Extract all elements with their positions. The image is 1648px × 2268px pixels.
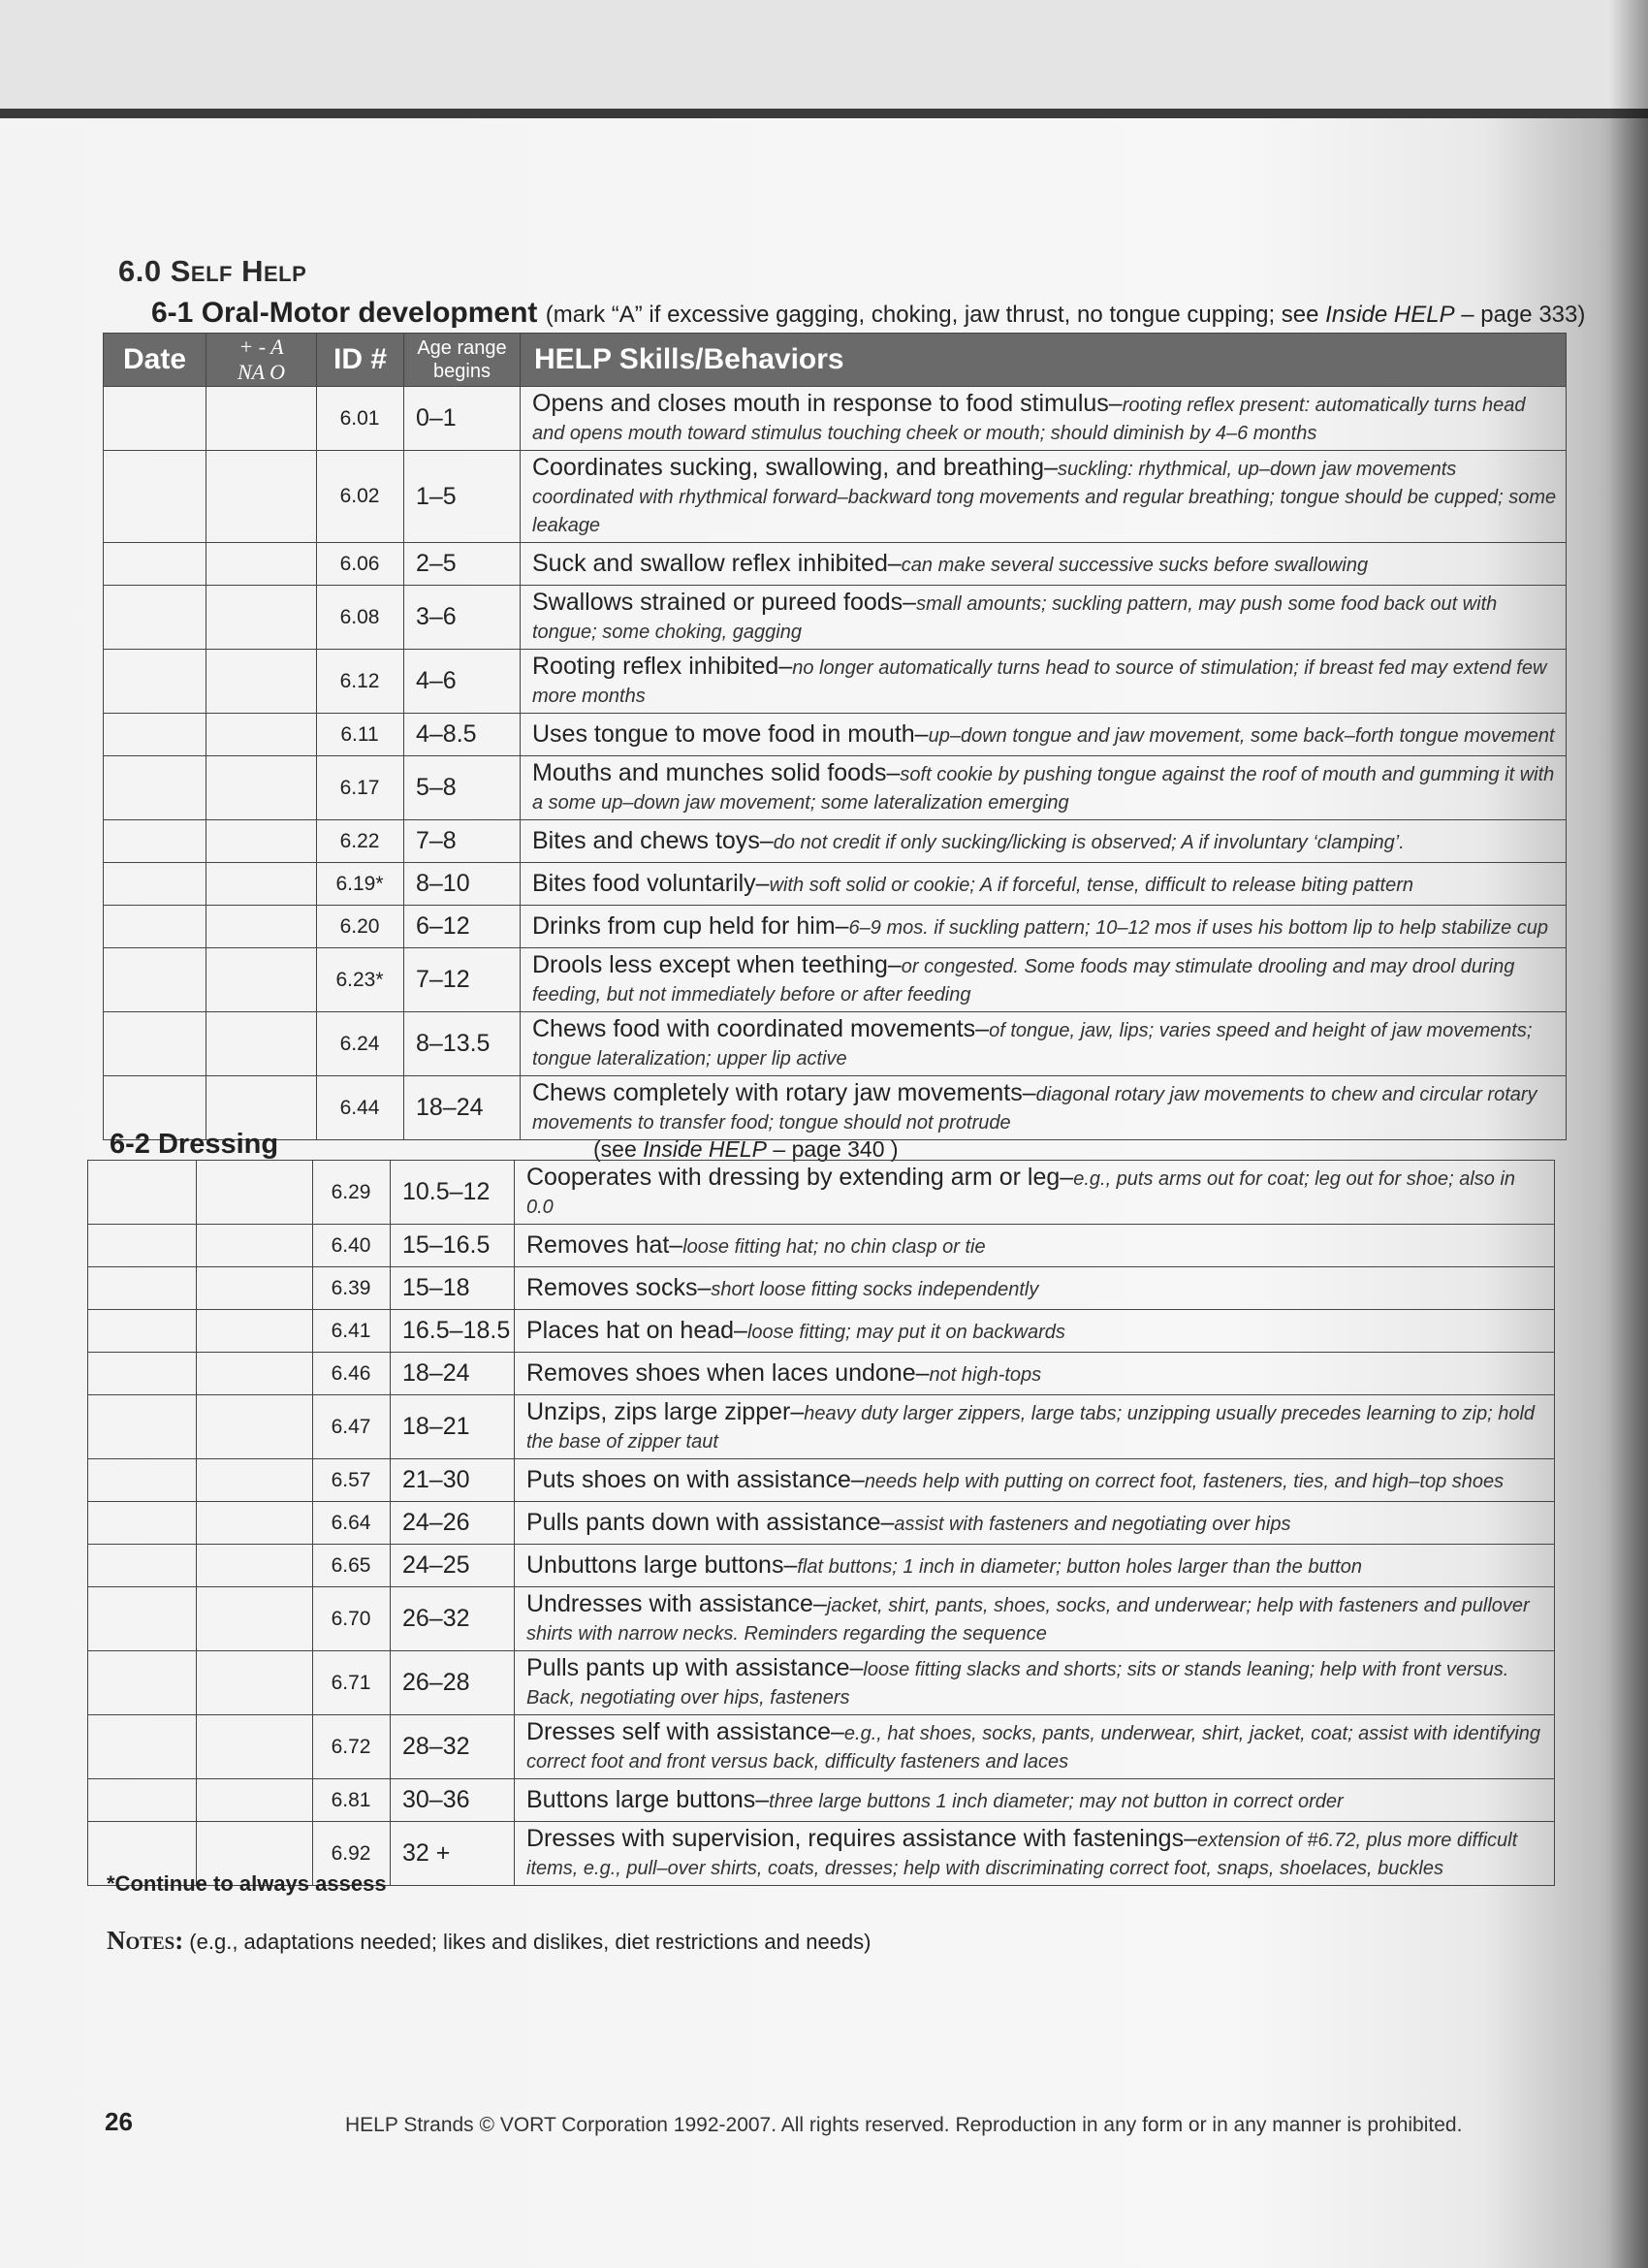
date-cell[interactable] bbox=[88, 1715, 197, 1779]
age-range: 16.5–18.5 bbox=[391, 1310, 515, 1353]
skill-detail: loose fitting slacks and shorts; sits or stands leaning; help with front versus. Back, negotiating over hips, fasteners bbox=[526, 1659, 1509, 1709]
age-range: 26–28 bbox=[391, 1651, 515, 1715]
age-range: 5–8 bbox=[404, 756, 521, 820]
age-range: 6–12 bbox=[404, 906, 521, 948]
mark-cell[interactable] bbox=[206, 1012, 317, 1076]
skill-description bbox=[515, 1651, 1555, 1715]
skill-name: Coordinates sucking, swallowing, and breathing– bbox=[532, 454, 1058, 481]
skill-description bbox=[521, 1012, 1567, 1076]
page-top-edge bbox=[0, 109, 1648, 118]
age-range: 18–24 bbox=[404, 1076, 521, 1140]
notes-label: Notes: bbox=[107, 1926, 184, 1955]
date-cell[interactable] bbox=[88, 1587, 197, 1651]
background-above-page bbox=[0, 0, 1648, 114]
skill-name: Unbuttons large buttons– bbox=[526, 1550, 798, 1579]
skill-row bbox=[88, 1587, 1555, 1651]
skill-id: 6.44 bbox=[317, 1076, 404, 1140]
mark-cell[interactable] bbox=[197, 1545, 313, 1587]
skill-row bbox=[88, 1310, 1555, 1353]
skill-row bbox=[104, 1076, 1567, 1140]
age-range: 10.5–12 bbox=[391, 1161, 515, 1225]
skill-detail: of tongue, jaw, lips; varies speed and height of jaw movements; tongue lateralization; upper lip active bbox=[532, 1020, 1533, 1070]
skill-name: Puts shoes on with assistance– bbox=[526, 1465, 865, 1493]
date-cell[interactable] bbox=[104, 1012, 206, 1076]
age-range: 15–16.5 bbox=[391, 1225, 515, 1267]
skill-id: 6.02 bbox=[317, 451, 404, 543]
skill-row bbox=[104, 387, 1567, 451]
age-range: 15–18 bbox=[391, 1267, 515, 1310]
date-cell[interactable] bbox=[88, 1353, 197, 1395]
page-number: 26 bbox=[105, 2107, 133, 2136]
mark-cell[interactable] bbox=[197, 1459, 313, 1502]
skill-row bbox=[88, 1161, 1555, 1225]
skill-row bbox=[88, 1651, 1555, 1715]
age-range: 1–5 bbox=[404, 451, 521, 543]
skill-description bbox=[521, 863, 1567, 906]
skill-row bbox=[104, 586, 1567, 650]
skill-detail: up–down tongue and jaw movement, some back–forth tongue movement bbox=[928, 724, 1555, 747]
age-range: 18–24 bbox=[391, 1353, 515, 1395]
skill-detail: e.g., hat shoes, socks, pants, underwear, shirt, jacket, coat; assist with identifying correct foot and front versus back, difficulty fasteners and laces bbox=[526, 1723, 1541, 1773]
skill-description bbox=[521, 948, 1567, 1012]
skill-id: 6.29 bbox=[313, 1161, 391, 1225]
date-cell[interactable] bbox=[88, 1651, 197, 1715]
skill-id: 6.81 bbox=[313, 1779, 391, 1822]
age-range: 8–10 bbox=[404, 863, 521, 906]
skill-id: 6.12 bbox=[317, 650, 404, 714]
skill-row bbox=[88, 1225, 1555, 1267]
mark-cell[interactable] bbox=[197, 1651, 313, 1715]
date-cell[interactable] bbox=[104, 756, 206, 820]
mark-cell[interactable] bbox=[197, 1267, 313, 1310]
age-range: 8–13.5 bbox=[404, 1012, 521, 1076]
oral-motor-table-body bbox=[104, 387, 1567, 1140]
age-range: 26–32 bbox=[391, 1587, 515, 1651]
dressing-ref-name: Inside HELP bbox=[643, 1136, 767, 1162]
skill-description bbox=[521, 756, 1567, 820]
mark-cell[interactable] bbox=[197, 1715, 313, 1779]
skill-name: Chews food with coordinated movements– bbox=[532, 1015, 990, 1042]
skill-id: 6.71 bbox=[313, 1651, 391, 1715]
dressing-table bbox=[87, 1160, 1555, 1886]
mark-cell[interactable] bbox=[197, 1225, 313, 1267]
date-cell[interactable] bbox=[88, 1459, 197, 1502]
date-cell[interactable] bbox=[88, 1225, 197, 1267]
skill-description bbox=[515, 1395, 1555, 1459]
marks-line1: + - A bbox=[238, 335, 284, 359]
age-range: 2–5 bbox=[404, 543, 521, 586]
mark-cell[interactable] bbox=[206, 948, 317, 1012]
skill-row bbox=[88, 1715, 1555, 1779]
dressing-reference bbox=[593, 1136, 899, 1163]
skill-detail: can make several successive sucks before swallowing bbox=[901, 554, 1369, 576]
section-number: 6.0 bbox=[118, 254, 162, 288]
skill-description bbox=[521, 451, 1567, 543]
age-range: 0–1 bbox=[404, 387, 521, 451]
skill-id: 6.01 bbox=[317, 387, 404, 451]
skill-id: 6.11 bbox=[317, 714, 404, 756]
date-cell[interactable] bbox=[88, 1779, 197, 1822]
date-cell[interactable] bbox=[88, 1310, 197, 1353]
mark-cell[interactable] bbox=[206, 650, 317, 714]
mark-cell[interactable] bbox=[206, 863, 317, 906]
skill-description bbox=[521, 820, 1567, 863]
skill-detail: suckling: rhythmical, up–down jaw movements coordinated with rhythmical forward–backward tong movements and regular breathing; tongue should be cupped; some leakage bbox=[532, 459, 1557, 536]
skill-detail: diagonal rotary jaw movements to chew and circular rotary movements to transfer food; tongue should not protrude bbox=[532, 1084, 1537, 1134]
date-cell[interactable] bbox=[104, 906, 206, 948]
skill-id: 6.47 bbox=[313, 1395, 391, 1459]
skill-detail: loose fitting hat; no chin clasp or tie bbox=[682, 1235, 986, 1258]
skill-detail: short loose fitting socks independently bbox=[711, 1278, 1039, 1300]
age-range: 30–36 bbox=[391, 1779, 515, 1822]
age-range: 24–26 bbox=[391, 1502, 515, 1545]
age-range: 21–30 bbox=[391, 1459, 515, 1502]
skill-detail: not high-tops bbox=[929, 1363, 1042, 1386]
skill-id: 6.40 bbox=[313, 1225, 391, 1267]
skill-description bbox=[515, 1779, 1555, 1822]
skill-id: 6.20 bbox=[317, 906, 404, 948]
skill-id: 6.72 bbox=[313, 1715, 391, 1779]
oral-motor-note-text: (mark “A” if excessive gagging, choking, jaw thrust, no tongue cupping; see bbox=[545, 302, 1326, 328]
age-range: 7–8 bbox=[404, 820, 521, 863]
marks-line2: NA O bbox=[237, 360, 286, 384]
dressing-ref-text: (see bbox=[593, 1136, 644, 1162]
date-cell[interactable] bbox=[88, 1395, 197, 1459]
skill-description bbox=[515, 1715, 1555, 1779]
skill-name: Mouths and munches solid foods– bbox=[532, 759, 901, 786]
skill-row bbox=[104, 714, 1567, 756]
oral-motor-note bbox=[546, 302, 1586, 328]
date-cell[interactable] bbox=[104, 714, 206, 756]
skill-description bbox=[515, 1502, 1555, 1545]
skill-name: Pulls pants down with assistance– bbox=[526, 1508, 895, 1536]
mark-cell[interactable] bbox=[197, 1779, 313, 1822]
skill-row bbox=[88, 1353, 1555, 1395]
age-range: 7–12 bbox=[404, 948, 521, 1012]
skill-name: Removes shoes when laces undone– bbox=[526, 1358, 930, 1387]
skill-row bbox=[104, 756, 1567, 820]
skill-row bbox=[104, 1012, 1567, 1076]
skill-detail: 6–9 mos. if suckling pattern; 10–12 mos if uses his bottom lip to help stabilize cup bbox=[848, 916, 1549, 939]
mark-cell[interactable] bbox=[206, 820, 317, 863]
oral-motor-heading bbox=[151, 297, 1585, 330]
skill-name: Dresses self with assistance– bbox=[526, 1718, 844, 1745]
skill-id: 6.22 bbox=[317, 820, 404, 863]
oral-motor-note-ref: Inside HELP bbox=[1325, 302, 1455, 328]
skill-id: 6.64 bbox=[313, 1502, 391, 1545]
col-header-age bbox=[404, 334, 521, 387]
skill-name: Undresses with assistance– bbox=[526, 1590, 827, 1617]
skill-detail: loose fitting; may put it on backwards bbox=[746, 1321, 1065, 1343]
skill-name: Pulls pants up with assistance– bbox=[526, 1654, 864, 1681]
skill-detail: assist with fasteners and negotiating over hips bbox=[894, 1513, 1291, 1535]
skill-id: 6.46 bbox=[313, 1353, 391, 1395]
oral-motor-note-page: – page 333) bbox=[1454, 302, 1586, 328]
skill-description bbox=[515, 1225, 1555, 1267]
date-cell[interactable] bbox=[104, 863, 206, 906]
footnote: *Continue to always assess bbox=[107, 1871, 387, 1896]
mark-cell[interactable] bbox=[206, 586, 317, 650]
skill-name: Chews completely with rotary jaw movements– bbox=[532, 1079, 1036, 1106]
skill-id: 6.17 bbox=[317, 756, 404, 820]
skill-row bbox=[88, 1545, 1555, 1587]
skill-detail: do not credit if only sucking/licking is observed; A if involuntary ‘clamping’. bbox=[773, 831, 1405, 853]
notes-line bbox=[107, 1926, 872, 1956]
skill-id: 6.65 bbox=[313, 1545, 391, 1587]
date-cell[interactable] bbox=[88, 1161, 197, 1225]
date-cell[interactable] bbox=[104, 451, 206, 543]
dressing-table-body bbox=[88, 1161, 1555, 1886]
mark-cell[interactable] bbox=[197, 1353, 313, 1395]
skill-row bbox=[88, 1502, 1555, 1545]
skill-id: 6.70 bbox=[313, 1587, 391, 1651]
skill-row bbox=[104, 906, 1567, 948]
age-range: 24–25 bbox=[391, 1545, 515, 1587]
skill-id: 6.41 bbox=[313, 1310, 391, 1353]
skill-description bbox=[515, 1587, 1555, 1651]
skill-description bbox=[521, 387, 1567, 451]
skill-detail: rooting reflex present: automatically turns head and opens mouth toward stimulus touching cheek or mouth; should diminish by 4–6 months bbox=[532, 395, 1526, 444]
skill-row bbox=[104, 650, 1567, 714]
skill-name: Removes hat– bbox=[526, 1230, 683, 1259]
oral-motor-title: 6-1 Oral-Motor development bbox=[151, 297, 538, 329]
mark-cell[interactable] bbox=[206, 451, 317, 543]
skill-row bbox=[88, 1267, 1555, 1310]
date-cell[interactable] bbox=[104, 650, 206, 714]
age-range: 4–8.5 bbox=[404, 714, 521, 756]
skill-id: 6.57 bbox=[313, 1459, 391, 1502]
date-cell[interactable] bbox=[88, 1502, 197, 1545]
mark-cell[interactable] bbox=[197, 1587, 313, 1651]
skill-id: 6.06 bbox=[317, 543, 404, 586]
mark-cell[interactable] bbox=[197, 1310, 313, 1353]
date-cell[interactable] bbox=[88, 1545, 197, 1587]
skill-name: Places hat on head– bbox=[526, 1316, 747, 1344]
skill-detail: or congested. Some foods may stimulate drooling and may drool during feeding, but not immediately before or after feeding bbox=[532, 956, 1515, 1006]
skill-row bbox=[88, 1395, 1555, 1459]
mark-cell[interactable] bbox=[206, 714, 317, 756]
skill-description bbox=[521, 586, 1567, 650]
skill-detail: needs help with putting on correct foot, fasteners, ties, and high–top shoes bbox=[864, 1470, 1505, 1492]
skill-row bbox=[88, 1459, 1555, 1502]
skill-description bbox=[515, 1822, 1555, 1886]
col-header-skills: HELP Skills/Behaviors bbox=[521, 334, 1567, 387]
section-name: Self Help bbox=[170, 254, 307, 288]
skill-detail: soft cookie by pushing tongue against the roof of mouth and gumming it with a some up–down jaw movement; some lateralization emerging bbox=[532, 764, 1555, 814]
skill-description bbox=[521, 650, 1567, 714]
col-header-date: Date bbox=[104, 334, 206, 387]
mark-cell[interactable] bbox=[206, 543, 317, 586]
date-cell[interactable] bbox=[104, 586, 206, 650]
skill-row bbox=[104, 948, 1567, 1012]
section-title bbox=[118, 254, 306, 289]
skill-id: 6.24 bbox=[317, 1012, 404, 1076]
skill-detail: heavy duty larger zippers, large tabs; unzipping usually precedes learning to zip; hold the base of zipper taut bbox=[526, 1403, 1536, 1453]
mark-cell[interactable] bbox=[206, 387, 317, 451]
oral-motor-table bbox=[103, 333, 1567, 1140]
age-range: 3–6 bbox=[404, 586, 521, 650]
skill-detail: extension of #6.72, plus more difficult items, e.g., pull–over shirts, coats, dresses; help with discriminating correct foot, snaps, shoelaces, buckles bbox=[526, 1830, 1518, 1879]
skill-row bbox=[104, 863, 1567, 906]
date-cell[interactable] bbox=[104, 820, 206, 863]
skill-description bbox=[521, 714, 1567, 756]
skill-description bbox=[521, 906, 1567, 948]
skill-name: Suck and swallow reflex inhibited– bbox=[532, 549, 902, 577]
skill-detail: small amounts; suckling pattern, may push some food back out with tongue; some choking, gagging bbox=[532, 593, 1498, 643]
skill-description bbox=[515, 1459, 1555, 1502]
skill-id: 6.08 bbox=[317, 586, 404, 650]
skill-row bbox=[104, 820, 1567, 863]
skill-description bbox=[521, 543, 1567, 586]
skill-description bbox=[515, 1161, 1555, 1225]
skill-name: Removes socks– bbox=[526, 1273, 712, 1301]
mark-cell[interactable] bbox=[206, 756, 317, 820]
skill-name: Cooperates with dressing by extending arm or leg– bbox=[526, 1164, 1074, 1191]
skill-id: 6.23* bbox=[317, 948, 404, 1012]
skill-detail: e.g., puts arms out for coat; leg out for shoe; also in 0.0 bbox=[526, 1168, 1516, 1218]
col-header-id: ID # bbox=[317, 334, 404, 387]
skill-name: Dresses with supervision, requires assistance with fastenings– bbox=[526, 1825, 1197, 1852]
skill-name: Uses tongue to move food in mouth– bbox=[532, 719, 929, 748]
skill-description bbox=[515, 1353, 1555, 1395]
skill-id: 6.92 bbox=[313, 1822, 391, 1886]
skill-name: Bites and chews toys– bbox=[532, 826, 774, 854]
skill-description bbox=[515, 1310, 1555, 1353]
skill-name: Opens and closes mouth in response to food stimulus– bbox=[532, 390, 1123, 417]
skill-description bbox=[515, 1545, 1555, 1587]
notes-text: (e.g., adaptations needed; likes and dislikes, diet restrictions and needs) bbox=[183, 1930, 872, 1954]
skill-description bbox=[515, 1267, 1555, 1310]
dressing-ref-page: – page 340 ) bbox=[767, 1136, 899, 1162]
skill-id: 6.19* bbox=[317, 863, 404, 906]
skill-name: Unzips, zips large zipper– bbox=[526, 1398, 805, 1425]
age-range: 18–21 bbox=[391, 1395, 515, 1459]
mark-cell[interactable] bbox=[197, 1502, 313, 1545]
col-header-marks bbox=[206, 334, 317, 387]
skill-name: Rooting reflex inhibited– bbox=[532, 653, 793, 680]
skill-name: Swallows strained or pureed foods– bbox=[532, 589, 917, 616]
age-range: 28–32 bbox=[391, 1715, 515, 1779]
date-cell[interactable] bbox=[104, 387, 206, 451]
skill-detail: jacket, shirt, pants, shoes, socks, and underwear; help with fasteners and pullover shirts with narrow necks. Reminders regarding the sequence bbox=[526, 1595, 1530, 1645]
date-cell[interactable] bbox=[88, 1267, 197, 1310]
skill-row bbox=[104, 543, 1567, 586]
dressing-heading: 6-2 Dressing bbox=[110, 1129, 279, 1160]
mark-cell[interactable] bbox=[197, 1161, 313, 1225]
skill-row bbox=[88, 1779, 1555, 1822]
skill-name: Bites food voluntarily– bbox=[532, 869, 770, 897]
date-cell[interactable] bbox=[104, 948, 206, 1012]
age-line2: begins bbox=[433, 361, 491, 382]
age-range: 32 + bbox=[391, 1822, 515, 1886]
date-cell[interactable] bbox=[104, 543, 206, 586]
skill-description bbox=[521, 1076, 1567, 1140]
skill-name: Buttons large buttons– bbox=[526, 1785, 770, 1813]
oral-motor-header-row bbox=[104, 334, 1567, 387]
skill-detail: no longer automatically turns head to source of stimulation; if breast fed may extend few more months bbox=[532, 657, 1547, 707]
binding-shadow bbox=[1609, 0, 1648, 2268]
mark-cell[interactable] bbox=[206, 906, 317, 948]
skill-row bbox=[104, 451, 1567, 543]
copyright: HELP Strands © VORT Corporation 1992-2007. All rights reserved. Reproduction in any form or in any manner is prohibited. bbox=[345, 2114, 1463, 2136]
skill-detail: flat buttons; 1 inch in diameter; button holes larger than the button bbox=[797, 1555, 1362, 1578]
skill-detail: with soft solid or cookie; A if forceful, tense, difficult to release biting pattern bbox=[769, 874, 1413, 896]
skill-name: Drools less except when teething– bbox=[532, 951, 902, 978]
age-line1: Age range bbox=[417, 337, 507, 359]
age-range: 4–6 bbox=[404, 650, 521, 714]
skill-id: 6.39 bbox=[313, 1267, 391, 1310]
skill-name: Drinks from cup held for him– bbox=[532, 911, 849, 940]
mark-cell[interactable] bbox=[197, 1395, 313, 1459]
skill-detail: three large buttons 1 inch diameter; may not button in correct order bbox=[769, 1790, 1344, 1812]
